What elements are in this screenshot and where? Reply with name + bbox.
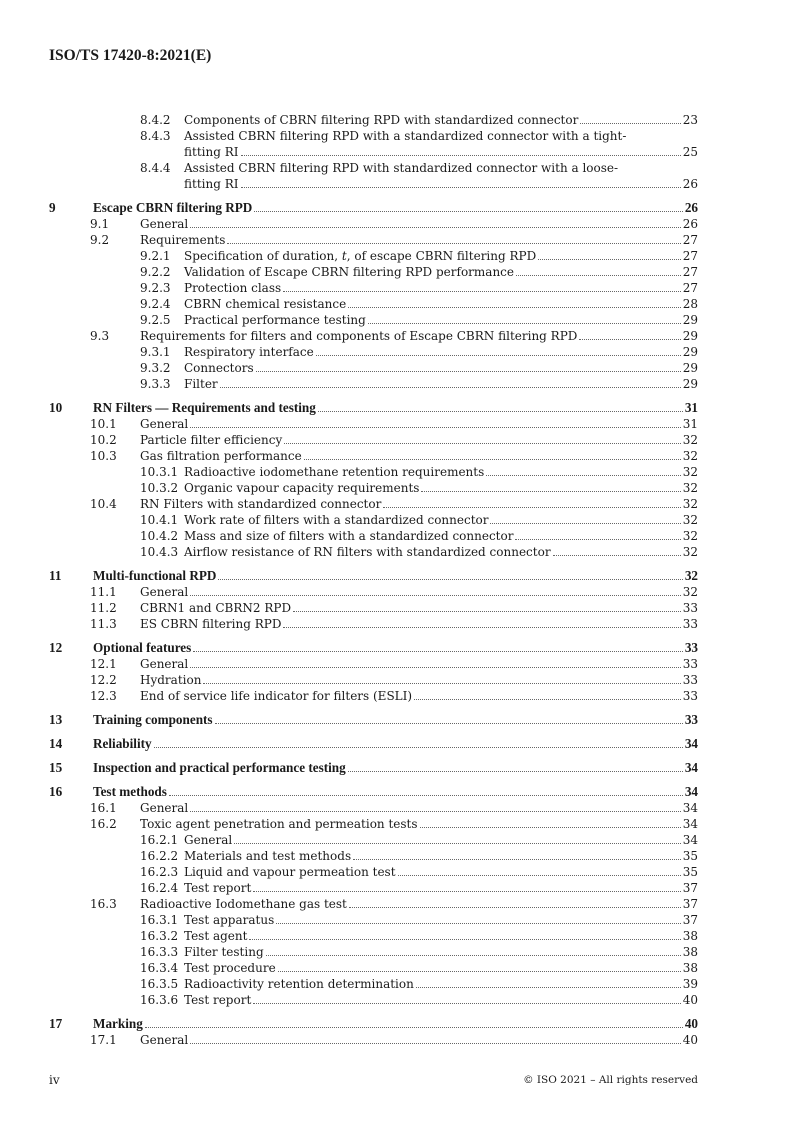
dot-leader <box>193 651 683 652</box>
toc-entry-title: Marking <box>93 1016 143 1031</box>
toc-entry[interactable] <box>49 216 698 232</box>
dot-leader <box>154 747 683 748</box>
dot-leader <box>349 907 681 908</box>
toc-entry[interactable] <box>49 280 698 296</box>
toc-entry-page: 37 <box>682 913 698 927</box>
dot-leader <box>348 771 683 772</box>
toc-entry-number: 11.1 <box>90 585 117 599</box>
toc-entry-title: Connectors <box>184 361 254 375</box>
dot-leader <box>516 275 681 276</box>
toc-entry-title: Particle filter efficiency <box>140 433 283 447</box>
toc-entry-page: 34 <box>684 760 698 775</box>
toc-entry[interactable] <box>49 160 698 176</box>
toc-entry-page: 32 <box>682 449 698 463</box>
toc-entry-page: 40 <box>684 1016 698 1031</box>
toc-entry[interactable] <box>49 584 698 600</box>
dot-leader <box>190 811 680 812</box>
dot-leader <box>490 523 680 524</box>
toc-entry-title: Optional features <box>93 640 192 655</box>
toc-entry-page: 37 <box>682 881 698 895</box>
toc-entry-title: Toxic agent penetration and permeation tests <box>140 817 418 831</box>
toc-entry-title: Mass and size of filters with a standardized connector <box>184 529 514 543</box>
toc-entry-title: Escape CBRN filtering RPD <box>93 200 253 215</box>
toc-entry-continuation[interactable] <box>49 176 698 192</box>
toc-entry-number: 16.3.3 <box>140 945 179 959</box>
toc-entry[interactable] <box>49 496 698 512</box>
toc-entry-title: CBRN chemical resistance <box>184 297 347 311</box>
toc-entry[interactable] <box>49 784 698 800</box>
toc-entry-number: 8.4.4 <box>140 161 171 175</box>
dot-leader <box>256 371 681 372</box>
toc-entry-page: 32 <box>684 568 698 583</box>
dot-leader <box>553 555 681 556</box>
toc-entry-number: 11.2 <box>90 601 117 615</box>
dot-leader <box>284 443 680 444</box>
toc-entry-title: Liquid and vapour permeation test <box>184 865 396 879</box>
dot-leader <box>304 459 681 460</box>
toc-entry-page: 34 <box>684 736 698 751</box>
toc-entry-page: 31 <box>684 400 698 415</box>
toc-entry-page: 29 <box>682 361 698 375</box>
toc-entry[interactable] <box>49 568 698 584</box>
toc-entry[interactable] <box>49 992 698 1008</box>
dot-leader <box>190 595 680 596</box>
toc-entry-number: 15 <box>49 760 63 775</box>
dot-leader <box>169 795 683 796</box>
toc-entry-page: 34 <box>682 833 698 847</box>
toc-entry-page: 32 <box>682 465 698 479</box>
toc-entry-page: 35 <box>682 865 698 879</box>
toc-entry-number: 9.1 <box>90 217 110 231</box>
toc-entry-number: 10.4.1 <box>140 513 179 527</box>
toc-entry-title: Work rate of filters with a standardized connector <box>184 513 489 527</box>
toc-entry-number: 10 <box>49 400 63 415</box>
toc-entry[interactable] <box>49 912 698 928</box>
toc-entry-page: 33 <box>682 673 698 687</box>
toc-entry-number: 16.2.4 <box>140 881 179 895</box>
toc-entry[interactable] <box>49 960 698 976</box>
toc-entry-title: Organic vapour capacity requirements <box>184 481 420 495</box>
dot-leader <box>215 723 683 724</box>
dot-leader <box>420 827 681 828</box>
toc-entry-page: 29 <box>682 313 698 327</box>
toc-entry[interactable] <box>49 112 698 128</box>
toc-entry[interactable] <box>49 416 698 432</box>
document-header: ISO/TS 17420-8:2021(E) <box>49 47 212 64</box>
toc-entry-page: 29 <box>682 345 698 359</box>
toc-entry-page: 40 <box>682 1033 698 1047</box>
dot-leader <box>145 1027 683 1028</box>
toc-entry[interactable] <box>49 248 698 264</box>
toc-entry-page: 33 <box>684 640 698 655</box>
toc-entry-page: 37 <box>682 897 698 911</box>
toc-entry-page: 32 <box>682 585 698 599</box>
toc-entry-number: 14 <box>49 736 63 751</box>
toc-entry-page: 29 <box>682 377 698 391</box>
toc-entry[interactable] <box>49 672 698 688</box>
dot-leader <box>579 339 680 340</box>
dot-leader <box>278 971 681 972</box>
toc-entry-title: Protection class <box>184 281 282 295</box>
toc-entry-number: 16.2 <box>90 817 117 831</box>
toc-entry-title: Practical performance testing <box>184 313 366 327</box>
dot-leader <box>283 291 681 292</box>
toc-entry-number: 8.4.3 <box>140 129 171 143</box>
toc-entry-page: 40 <box>682 993 698 1007</box>
toc-entry-page: 27 <box>682 281 698 295</box>
dot-leader <box>580 123 680 124</box>
toc-entry-page: 33 <box>684 712 698 727</box>
dot-leader <box>266 955 681 956</box>
dot-leader <box>254 211 682 212</box>
dot-leader <box>190 427 680 428</box>
dot-leader <box>283 627 680 628</box>
toc-entry-page: 27 <box>682 249 698 263</box>
toc-entry-number: 10.4.2 <box>140 529 179 543</box>
dot-leader <box>190 667 680 668</box>
dot-leader <box>316 355 681 356</box>
dot-leader <box>218 579 682 580</box>
dot-leader <box>515 539 680 540</box>
toc-entry-number: 16.3.6 <box>140 993 179 1007</box>
toc-entry-number: 9.2.2 <box>140 265 171 279</box>
toc-entry[interactable] <box>49 800 698 816</box>
toc-entry-title: Test agent <box>184 929 248 943</box>
toc-entry[interactable] <box>49 832 698 848</box>
page-number: iv <box>49 1073 60 1087</box>
toc-entry[interactable] <box>49 512 698 528</box>
toc-entry-number: 10.3.1 <box>140 465 179 479</box>
toc-entry[interactable] <box>49 400 698 416</box>
toc-entry-number: 9.2.1 <box>140 249 171 263</box>
toc-entry-title: Test report <box>184 993 252 1007</box>
toc-entry-number: 11.3 <box>90 617 117 631</box>
toc-entry-title: Assisted CBRN filtering RPD with a standardized connector with a tight- <box>184 129 627 143</box>
toc-entry-title: Test methods <box>93 784 167 799</box>
toc-entry[interactable] <box>49 312 698 328</box>
toc-entry-number: 9.3.1 <box>140 345 171 359</box>
toc-entry-number: 10.1 <box>90 417 117 431</box>
toc-entry-page: 28 <box>682 297 698 311</box>
toc-entry-page: 26 <box>682 177 698 191</box>
toc-entry[interactable] <box>49 344 698 360</box>
toc-entry-page: 39 <box>682 977 698 991</box>
toc-entry[interactable] <box>49 544 698 560</box>
toc-entry-title: General <box>140 417 189 431</box>
toc-entry-number: 16.1 <box>90 801 117 815</box>
dot-leader <box>241 155 681 156</box>
toc-entry-number: 16.2.1 <box>140 833 179 847</box>
toc-entry-title: Radioactivity retention determination <box>184 977 414 991</box>
toc-entry-title: General <box>140 801 189 815</box>
toc-entry-title: Respiratory interface <box>184 345 314 359</box>
dot-leader <box>293 611 681 612</box>
toc-entry-title: Requirements <box>140 233 226 247</box>
dot-leader <box>414 699 681 700</box>
toc-entry[interactable] <box>49 200 698 216</box>
toc-entry-title: Training components <box>93 712 213 727</box>
toc-entry-title: Assisted CBRN filtering RPD with standardized connector with a loose- <box>184 161 619 175</box>
dot-leader <box>190 227 680 228</box>
toc-entry-number: 16.3.5 <box>140 977 179 991</box>
dot-leader <box>190 1043 680 1044</box>
toc-entry-number: 16 <box>49 784 63 799</box>
toc-entry-number: 10.4 <box>90 497 117 511</box>
toc-entry[interactable] <box>49 864 698 880</box>
toc-entry-page: 32 <box>682 529 698 543</box>
toc-entry-title: Validation of Escape CBRN filtering RPD performance <box>184 265 514 279</box>
toc-entry-number: 9.2.4 <box>140 297 171 311</box>
toc-entry-title: End of service life indicator for filters (ESLI) <box>140 689 413 703</box>
toc-entry-page: 33 <box>682 601 698 615</box>
toc-entry-title: Airflow resistance of RN filters with standardized connector <box>184 545 551 559</box>
toc-entry-title: RN Filters with standardized connector <box>140 497 382 511</box>
toc-entry-page: 32 <box>682 481 698 495</box>
toc-entry[interactable] <box>49 656 698 672</box>
toc-entry-page: 27 <box>682 233 698 247</box>
dot-leader <box>353 859 681 860</box>
toc-entry-title: Test apparatus <box>184 913 275 927</box>
dot-leader <box>398 875 681 876</box>
toc-entry[interactable] <box>49 944 698 960</box>
toc-entry-number: 10.4.3 <box>140 545 179 559</box>
toc-entry[interactable] <box>49 448 698 464</box>
toc-entry[interactable] <box>49 760 698 776</box>
dot-leader <box>253 891 680 892</box>
toc-entry-number: 10.2 <box>90 433 117 447</box>
table-of-contents <box>49 112 698 1048</box>
toc-entry-number: 9.3.3 <box>140 377 171 391</box>
dot-leader <box>276 923 680 924</box>
toc-entry-number: 16.3 <box>90 897 117 911</box>
toc-entry-number: 10.3.2 <box>140 481 179 495</box>
toc-entry-title: Gas filtration performance <box>140 449 302 463</box>
toc-entry-page: 34 <box>682 801 698 815</box>
toc-entry[interactable] <box>49 376 698 392</box>
toc-entry-page: 34 <box>684 784 698 799</box>
toc-entry-page: 29 <box>682 329 698 343</box>
toc-entry-page: 33 <box>682 617 698 631</box>
toc-entry-page: 35 <box>682 849 698 863</box>
toc-entry[interactable] <box>49 480 698 496</box>
dot-leader <box>249 939 680 940</box>
toc-entry-page: 25 <box>682 145 698 159</box>
toc-entry-page: 32 <box>682 513 698 527</box>
toc-entry-number: 16.3.2 <box>140 929 179 943</box>
toc-entry-title: General <box>184 833 233 847</box>
toc-entry-page: 32 <box>682 545 698 559</box>
toc-entry-number: 9 <box>49 200 56 215</box>
dot-leader <box>220 387 681 388</box>
toc-entry[interactable] <box>49 1016 698 1032</box>
toc-entry[interactable] <box>49 712 698 728</box>
toc-entry-continuation[interactable] <box>49 144 698 160</box>
toc-entry[interactable] <box>49 328 698 344</box>
toc-entry-page: 27 <box>682 265 698 279</box>
toc-entry-number: 12.1 <box>90 657 117 671</box>
toc-entry-page: 32 <box>682 433 698 447</box>
copyright-notice: © ISO 2021 – All rights reserved <box>523 1074 698 1086</box>
toc-entry[interactable] <box>49 688 698 704</box>
dot-leader <box>421 491 680 492</box>
toc-entry-number: 9.3.2 <box>140 361 171 375</box>
toc-entry-title: RN Filters — Requirements and testing <box>93 400 316 415</box>
toc-entry-number: 8.4.2 <box>140 113 171 127</box>
toc-entry-title: Test procedure <box>184 961 276 975</box>
toc-entry-title: General <box>140 217 189 231</box>
toc-entry[interactable] <box>49 600 698 616</box>
toc-entry-number: 12.3 <box>90 689 117 703</box>
toc-entry-title: Test report <box>184 881 252 895</box>
toc-entry[interactable] <box>49 896 698 912</box>
toc-entry-number: 12 <box>49 640 63 655</box>
toc-entry-number: 17.1 <box>90 1033 117 1047</box>
toc-entry[interactable] <box>49 360 698 376</box>
toc-entry-page: 26 <box>684 200 698 215</box>
toc-entry-number: 9.2 <box>90 233 110 247</box>
dot-leader <box>368 323 681 324</box>
toc-entry-number: 10.3 <box>90 449 117 463</box>
toc-entry-title: Components of CBRN filtering RPD with standardized connector <box>184 113 579 127</box>
toc-entry-page: 26 <box>682 217 698 231</box>
toc-entry-title-continuation: fitting RI <box>184 145 239 159</box>
dot-leader <box>203 683 680 684</box>
toc-entry-title: General <box>140 585 189 599</box>
toc-entry-title: Materials and test methods <box>184 849 352 863</box>
toc-entry-number: 9.2.5 <box>140 313 171 327</box>
toc-entry[interactable] <box>49 976 698 992</box>
toc-entry-page: 34 <box>682 817 698 831</box>
toc-entry-page: 38 <box>682 961 698 975</box>
toc-entry-title: Reliability <box>93 736 152 751</box>
toc-entry[interactable] <box>49 296 698 312</box>
dot-leader <box>383 507 680 508</box>
toc-entry[interactable] <box>49 736 698 752</box>
toc-entry-number: 16.2.2 <box>140 849 179 863</box>
toc-entry-title-continuation: fitting RI <box>184 177 239 191</box>
toc-entry[interactable] <box>49 128 698 144</box>
dot-leader <box>538 259 680 260</box>
toc-entry[interactable] <box>49 848 698 864</box>
toc-entry-page: 38 <box>682 929 698 943</box>
dot-leader <box>486 475 680 476</box>
toc-entry-title: Filter testing <box>184 945 264 959</box>
toc-entry[interactable] <box>49 1032 698 1048</box>
toc-entry-title: Radioactive Iodomethane gas test <box>140 897 347 911</box>
toc-entry[interactable] <box>49 880 698 896</box>
toc-entry-title: Requirements for filters and components of Escape CBRN filtering RPD <box>140 329 578 343</box>
dot-leader <box>227 243 680 244</box>
dot-leader <box>318 411 683 412</box>
toc-entry-page: 33 <box>682 657 698 671</box>
toc-entry-number: 9.2.3 <box>140 281 171 295</box>
toc-entry-page: 23 <box>682 113 698 127</box>
toc-entry[interactable] <box>49 928 698 944</box>
dot-leader <box>348 307 681 308</box>
toc-entry-title: Specification of duration, t, of escape CBRN filtering RPD <box>184 249 537 263</box>
dot-leader <box>241 187 681 188</box>
toc-entry-number: 16.2.3 <box>140 865 179 879</box>
toc-entry-title: General <box>140 657 189 671</box>
toc-entry-title: CBRN1 and CBRN2 RPD <box>140 601 292 615</box>
dot-leader <box>234 843 680 844</box>
toc-entry[interactable] <box>49 616 698 632</box>
toc-entry-number: 9.3 <box>90 329 110 343</box>
toc-entry-page: 38 <box>682 945 698 959</box>
toc-entry-title: Multi-functional RPD <box>93 568 217 583</box>
toc-entry-number: 16.3.1 <box>140 913 179 927</box>
toc-entry-page: 33 <box>682 689 698 703</box>
toc-entry[interactable] <box>49 640 698 656</box>
toc-entry-number: 13 <box>49 712 63 727</box>
toc-entry-number: 11 <box>49 568 62 583</box>
toc-entry[interactable] <box>49 264 698 280</box>
toc-entry-title: Hydration <box>140 673 202 687</box>
toc-entry-title: Radioactive iodomethane retention requirements <box>184 465 485 479</box>
toc-entry-title: ES CBRN filtering RPD <box>140 617 282 631</box>
toc-entry-page: 32 <box>682 497 698 511</box>
toc-entry[interactable] <box>49 816 698 832</box>
toc-entry[interactable] <box>49 528 698 544</box>
toc-entry[interactable] <box>49 464 698 480</box>
toc-entry-title: Filter <box>184 377 218 391</box>
toc-entry[interactable] <box>49 432 698 448</box>
dot-leader <box>416 987 681 988</box>
dot-leader <box>253 1003 680 1004</box>
toc-entry-number: 17 <box>49 1016 63 1031</box>
toc-entry-page: 31 <box>682 417 698 431</box>
toc-entry-number: 16.3.4 <box>140 961 179 975</box>
toc-entry[interactable] <box>49 232 698 248</box>
toc-entry-number: 12.2 <box>90 673 117 687</box>
toc-entry-title: Inspection and practical performance testing <box>93 760 346 775</box>
toc-entry-title: General <box>140 1033 189 1047</box>
